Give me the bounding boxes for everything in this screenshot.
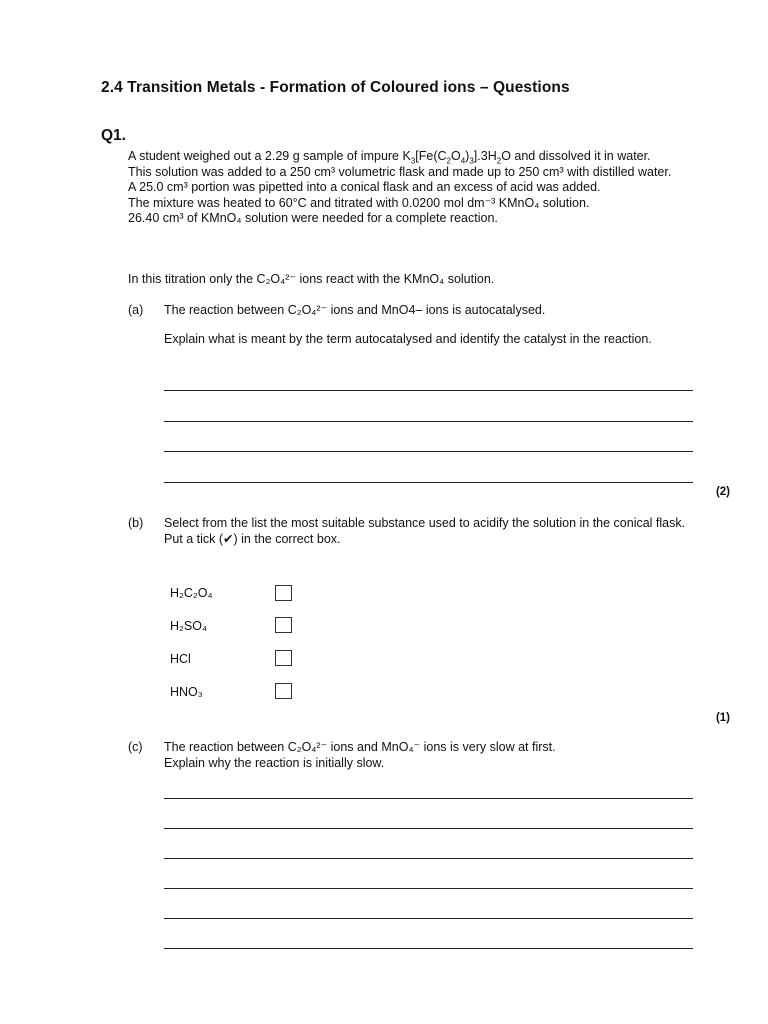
intro-line-3: A 25.0 cm³ portion was pipetted into a conical flask and an excess of acid was added. — [128, 180, 601, 195]
answer-line-a-2[interactable] — [164, 421, 693, 422]
part-b-label: (b) — [128, 516, 144, 530]
question-number: Q1. — [101, 127, 126, 144]
part-b-text: Select from the list the most suitable substance used to acidify the solution in the conical flask. Put a tick (✔) in the correct box. — [164, 516, 686, 546]
option-label-h2c2o4: H₂C₂O₄ — [170, 586, 213, 600]
answer-line-c-4[interactable] — [164, 888, 693, 889]
question-intro — [128, 149, 688, 227]
option-label-h2so4: H₂SO₄ — [170, 619, 208, 633]
page-title: 2.4 Transition Metals - Formation of Coloured ions – Questions — [101, 79, 570, 96]
part-a-marks: (2) — [715, 486, 730, 498]
answer-line-a-3[interactable] — [164, 451, 693, 452]
answer-line-a-4[interactable] — [164, 482, 693, 483]
intro-line-1: A student weighed out a 2.29 g sample of impure $K_3[Fe(C_2O_4)_3].3H_2O$ and dissolved it in water. — [128, 149, 651, 166]
titration-note: In this titration only the C₂O₄²⁻ ions react with the KMnO₄ solution. — [128, 272, 495, 286]
tick-box-h2so4[interactable] — [275, 617, 292, 633]
tick-box-hcl[interactable] — [275, 650, 292, 666]
answer-line-c-2[interactable] — [164, 828, 693, 829]
answer-line-c-6[interactable] — [164, 948, 693, 949]
answer-line-c-3[interactable] — [164, 858, 693, 859]
part-a-label: (a) — [128, 303, 144, 317]
answer-line-c-5[interactable] — [164, 918, 693, 919]
option-label-hno3: HNO₃ — [170, 685, 203, 699]
answer-line-a-1[interactable] — [164, 390, 693, 391]
tick-box-h2c2o4[interactable] — [275, 585, 292, 601]
part-a-statement: The reaction between C₂O₄²⁻ ions and MnO4– ions is autocatalysed. — [164, 303, 546, 317]
tick-box-hno3[interactable] — [275, 683, 292, 699]
option-label-hcl: HCl — [170, 652, 191, 666]
part-c-text: The reaction between C₂O₄²⁻ ions and MnO₄⁻ ions is very slow at first. Explain why the reaction is initially slow. — [164, 740, 556, 770]
intro-line-5: 26.40 cm³ of KMnO₄ solution were needed for a complete reaction. — [128, 211, 498, 226]
answer-line-c-1[interactable] — [164, 798, 693, 799]
intro-line-4: The mixture was heated to 60°C and titrated with 0.0200 mol dm⁻³ KMnO₄ solution. — [128, 195, 590, 210]
part-b-marks: (1) — [715, 712, 730, 724]
part-c-label: (c) — [128, 740, 143, 754]
part-a-instruction: Explain what is meant by the term autocatalysed and identify the catalyst in the reaction. — [164, 332, 652, 346]
intro-line-2: This solution was added to a 250 cm³ volumetric flask and made up to 250 cm³ with distilled water. — [128, 164, 672, 179]
